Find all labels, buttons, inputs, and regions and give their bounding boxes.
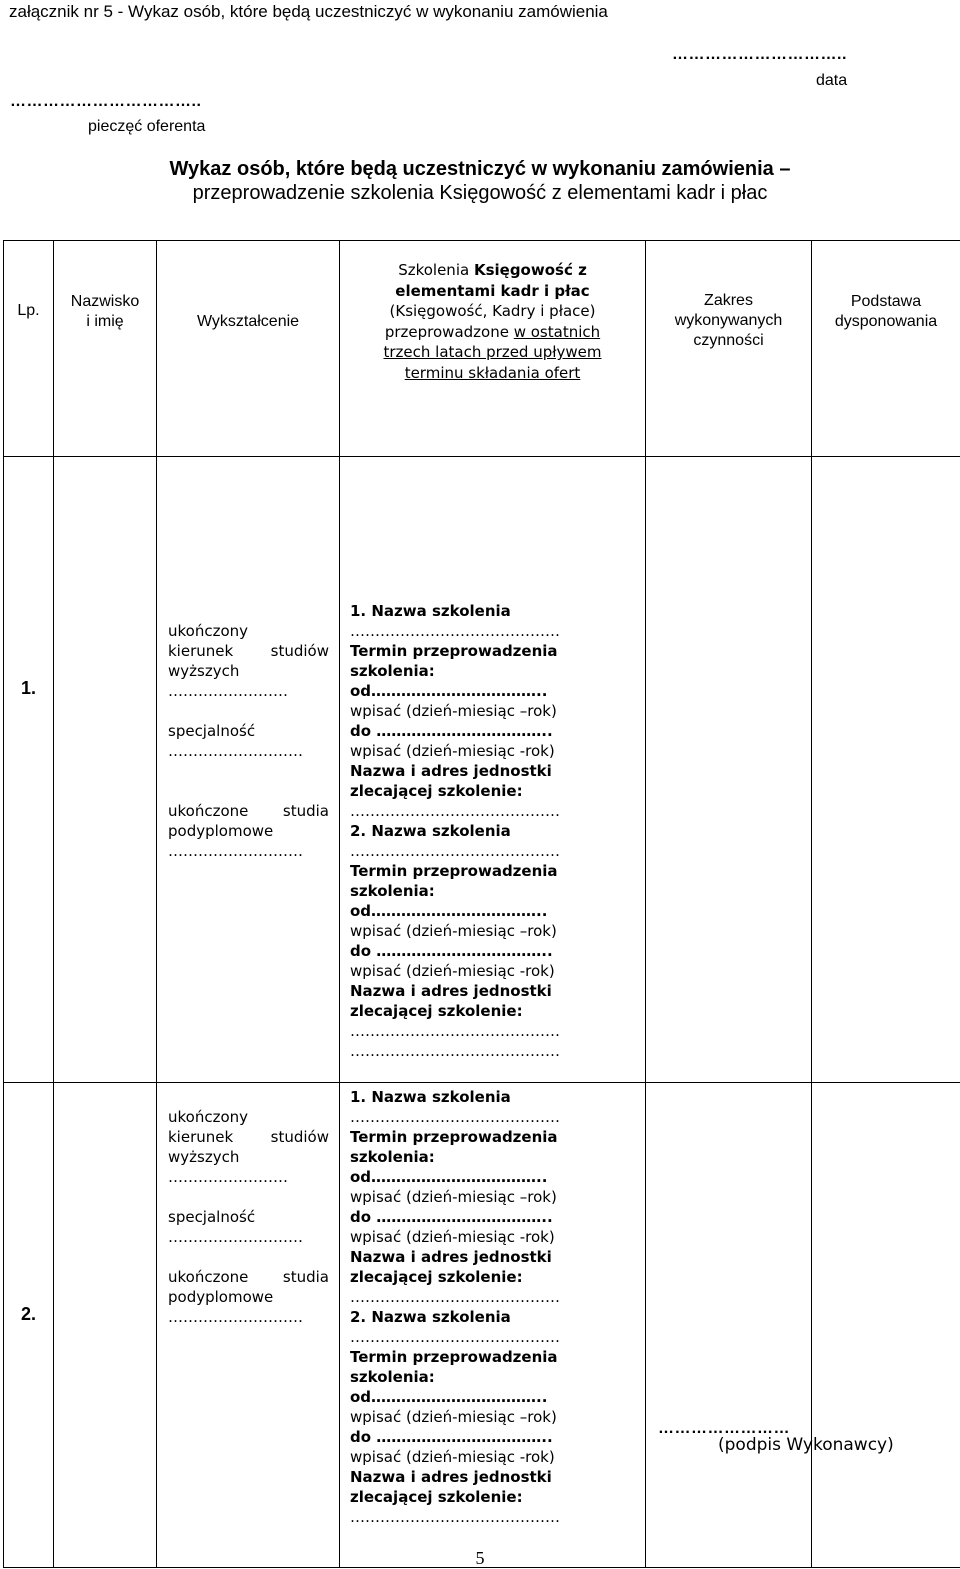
basis-cell[interactable] bbox=[812, 457, 960, 1083]
text-line: ukończone bbox=[168, 801, 248, 821]
text-line: ……………………… bbox=[168, 841, 329, 861]
training-cell[interactable] bbox=[340, 1083, 646, 1568]
stamp-label: pieczęć oferenta bbox=[88, 118, 205, 136]
table-row bbox=[4, 1083, 960, 1568]
text-line: …………………………………… bbox=[350, 1021, 645, 1041]
document-subtitle bbox=[0, 182, 960, 205]
text-line: Termin przeprowadzenia bbox=[350, 861, 645, 881]
text-line: przeprowadzone bbox=[385, 323, 514, 341]
signature-label: (podpis Wykonawcy) bbox=[718, 1435, 894, 1455]
text-line: 1. Nazwa szkolenia bbox=[350, 1087, 645, 1107]
col-header-name-l1: Nazwisko bbox=[54, 292, 156, 312]
page-number: 5 bbox=[0, 1548, 960, 1569]
text-line: Księgowość z bbox=[474, 261, 587, 279]
text-line: specjalność bbox=[168, 721, 329, 741]
text-line: wpisać (dzień-miesiąc -rok) bbox=[350, 1447, 645, 1467]
col-header-education: Wykształcenie bbox=[157, 241, 340, 457]
text-line: ukończony bbox=[168, 621, 329, 641]
text-line: do …………………………….. bbox=[350, 1207, 645, 1227]
basis-cell[interactable] bbox=[812, 1083, 960, 1568]
text-line: 1. Nazwa szkolenia bbox=[350, 601, 645, 621]
text-line: wpisać (dzień-miesiąc -rok) bbox=[350, 1227, 645, 1247]
text-line: kierunek bbox=[168, 641, 233, 661]
text-line: 2. Nazwa szkolenia bbox=[350, 821, 645, 841]
text-line: szkolenia: bbox=[350, 661, 645, 681]
text-line: w ostatnich bbox=[514, 323, 600, 341]
scope-cell[interactable] bbox=[646, 1083, 812, 1568]
text-line: zlecającej szkolenie: bbox=[350, 781, 645, 801]
col-header-training bbox=[340, 241, 646, 457]
name-cell[interactable] bbox=[54, 457, 157, 1083]
text-line: szkolenia: bbox=[350, 1367, 645, 1387]
document-title: Wykaz osób, które będą uczestniczyć w wykonaniu zamówienia – bbox=[0, 158, 960, 181]
row-number: 1. bbox=[4, 678, 53, 699]
text-line: od…………………………….. bbox=[350, 1167, 645, 1187]
personnel-table bbox=[3, 240, 960, 1568]
text-line: wpisać (dzień-miesiąc –rok) bbox=[350, 1187, 645, 1207]
text-line: wyższych bbox=[168, 1147, 329, 1167]
text-line: ……………………… bbox=[168, 741, 329, 761]
text-line: od…………………………….. bbox=[350, 681, 645, 701]
text-line: zlecającej szkolenie: bbox=[350, 1487, 645, 1507]
signature-placeholder: …………………… bbox=[658, 1420, 790, 1438]
text-line: studia bbox=[283, 1267, 329, 1287]
table-header-row bbox=[4, 241, 960, 457]
col-header-lp: Lp. bbox=[4, 241, 54, 457]
text-line: od…………………………….. bbox=[350, 901, 645, 921]
text-line: czynności bbox=[646, 331, 811, 351]
attachment-label: załącznik nr 5 - Wykaz osób, które będą uczestniczyć w wykonaniu zamówienia bbox=[9, 2, 608, 22]
text-line: ukończone bbox=[168, 1267, 248, 1287]
text-line: ukończony bbox=[168, 1107, 329, 1127]
text-line: terminu składania ofert bbox=[340, 363, 645, 384]
name-cell[interactable] bbox=[54, 1083, 157, 1568]
col-header-name bbox=[54, 241, 157, 457]
text-line: do …………………………….. bbox=[350, 1427, 645, 1447]
date-label: data bbox=[816, 72, 847, 90]
text-line: zlecającej szkolenie: bbox=[350, 1001, 645, 1021]
text-line: do …………………………….. bbox=[350, 721, 645, 741]
text-line: zlecającej szkolenie: bbox=[350, 1267, 645, 1287]
text-line: od…………………………….. bbox=[350, 1387, 645, 1407]
date-placeholder: ………………………….. bbox=[672, 46, 847, 64]
text-line: Termin przeprowadzenia bbox=[350, 1127, 645, 1147]
text-line: Nazwa i adres jednostki bbox=[350, 761, 645, 781]
text-line: …………………………………… bbox=[350, 621, 645, 641]
scope-cell[interactable] bbox=[646, 457, 812, 1083]
text-line: ……………………… bbox=[168, 1227, 329, 1247]
text-line: …………………… bbox=[168, 1167, 329, 1187]
text-line: szkolenia: bbox=[350, 881, 645, 901]
text-line: wpisać (dzień-miesiąc -rok) bbox=[350, 741, 645, 761]
text-line: …………………………………… bbox=[350, 801, 645, 821]
text-line: dysponowania bbox=[812, 312, 960, 332]
text-line: studiów bbox=[271, 641, 329, 661]
text-line: …………………………………… bbox=[350, 1507, 645, 1527]
text-line: podyplomowe bbox=[168, 821, 329, 841]
training-cell[interactable] bbox=[340, 457, 646, 1083]
text-line: wpisać (dzień-miesiąc –rok) bbox=[350, 1407, 645, 1427]
text-line: Nazwa i adres jednostki bbox=[350, 1247, 645, 1267]
col-header-scope bbox=[646, 241, 812, 457]
text-line: wyższych bbox=[168, 661, 329, 681]
education-cell[interactable] bbox=[157, 457, 340, 1083]
col-header-basis bbox=[812, 241, 960, 457]
text-line: Termin przeprowadzenia bbox=[350, 1347, 645, 1367]
text-line: szkolenia: bbox=[350, 1147, 645, 1167]
education-cell[interactable] bbox=[157, 1083, 340, 1568]
text-line: Nazwa i adres jednostki bbox=[350, 981, 645, 1001]
text-line: wpisać (dzień-miesiąc –rok) bbox=[350, 701, 645, 721]
col-header-name-l2: i imię bbox=[54, 312, 156, 332]
text-line: …………………………………… bbox=[350, 1327, 645, 1347]
text-line: studia bbox=[283, 801, 329, 821]
text-line: Zakres bbox=[646, 291, 811, 311]
text-line: (Księgowość, Kadry i płace) bbox=[340, 301, 645, 322]
text-line: wykonywanych bbox=[646, 311, 811, 331]
text-line: …………………………………… bbox=[350, 1041, 645, 1061]
text-line: podyplomowe bbox=[168, 1287, 329, 1307]
text-line: …………………………………… bbox=[350, 1287, 645, 1307]
text-line: do …………………………….. bbox=[350, 941, 645, 961]
text-line: Szkolenia bbox=[398, 261, 474, 279]
text-line: Podstawa bbox=[812, 292, 960, 312]
text-line: elementami kadr i płac bbox=[395, 282, 589, 300]
text-line: trzech latach przed upływem bbox=[340, 342, 645, 363]
text-line: wpisać (dzień-miesiąc –rok) bbox=[350, 921, 645, 941]
text-line: ……………………… bbox=[168, 1307, 329, 1327]
text-line: Nazwa i adres jednostki bbox=[350, 1467, 645, 1487]
table-row bbox=[4, 457, 960, 1083]
text-line: Termin przeprowadzenia bbox=[350, 641, 645, 661]
row-lp-cell bbox=[4, 457, 54, 1083]
text-line: …………………………………… bbox=[350, 841, 645, 861]
stamp-placeholder: …………………………….. bbox=[10, 93, 201, 111]
text-line: …………………………………… bbox=[350, 1107, 645, 1127]
text-line: przeprowadzenie szkolenia Księgowość z elementami kadr i płac bbox=[193, 182, 768, 204]
text-line: 2. Nazwa szkolenia bbox=[350, 1307, 645, 1327]
row-lp-cell bbox=[4, 1083, 54, 1568]
text-line: studiów bbox=[271, 1127, 329, 1147]
row-number: 2. bbox=[4, 1304, 53, 1325]
text-line: specjalność bbox=[168, 1207, 329, 1227]
text-line: kierunek bbox=[168, 1127, 233, 1147]
text-line: …………………… bbox=[168, 681, 329, 701]
text-line: wpisać (dzień-miesiąc -rok) bbox=[350, 961, 645, 981]
